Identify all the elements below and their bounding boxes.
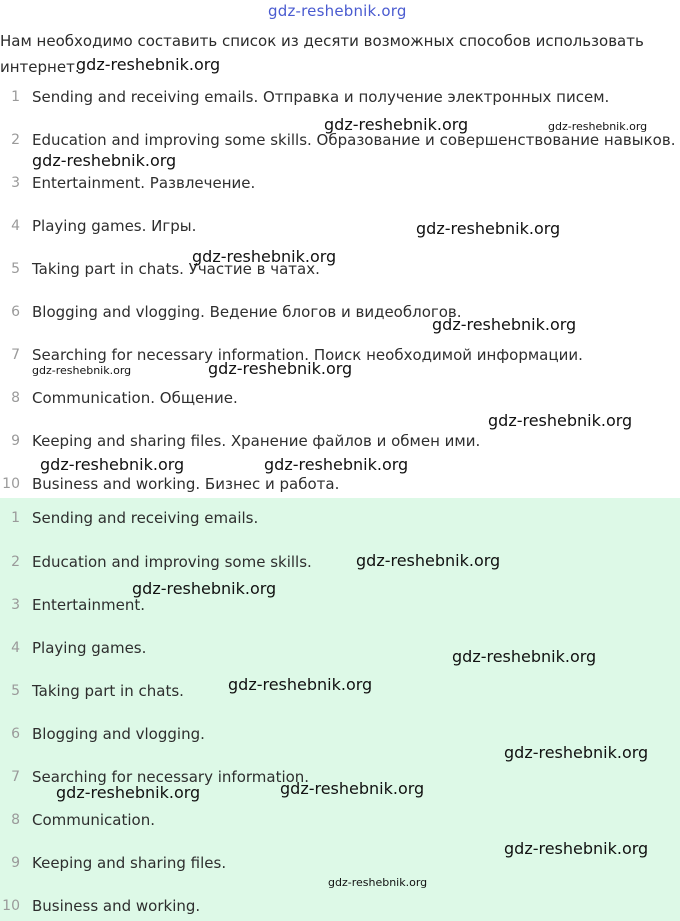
item-text: Blogging and vlogging. Ведение блогов и видеоблогов. (32, 303, 462, 321)
item-text: Searching for necessary information. Поиск необходимой информации. (32, 346, 583, 364)
watermark: gdz-reshebnik.org (264, 455, 409, 474)
watermark: gdz-reshebnik.org (488, 411, 633, 430)
watermark: gdz-reshebnik.org (32, 364, 132, 377)
item-number: 2 (11, 132, 20, 148)
list-item (0, 498, 680, 541)
watermark: gdz-reshebnik.org (132, 579, 277, 598)
item-number: 9 (11, 433, 20, 449)
watermark: gdz-reshebnik.org (432, 315, 577, 334)
watermark: gdz-reshebnik.org (504, 743, 649, 762)
item-text: Education and improving some skills. Образование и совершенствование навыков. (32, 131, 676, 149)
watermark: gdz-reshebnik.org (32, 151, 177, 170)
item-text: Sending and receiving emails. Отправка и получение электронных писем. (32, 88, 610, 106)
watermark: gdz-reshebnik.org (328, 876, 428, 889)
item-text: Keeping and sharing files. Хранение файлов и обмен ими. (32, 432, 481, 450)
item-text: Education and improving some skills. (32, 553, 312, 571)
watermark: gdz-reshebnik.org (280, 779, 425, 798)
item-number: 2 (11, 554, 20, 570)
list-item (0, 76, 680, 119)
item-text: Playing games. (32, 639, 147, 657)
list-russian-translation (0, 76, 680, 506)
item-text: Business and working. Бизнес и работа. (32, 475, 340, 493)
item-number: 6 (11, 304, 20, 320)
item-text: Keeping and sharing files. (32, 854, 227, 872)
watermark: gdz-reshebnik.org (452, 647, 597, 666)
list-item (0, 799, 680, 842)
watermark: gdz-reshebnik.org (208, 359, 353, 378)
watermark: gdz-reshebnik.org (416, 219, 561, 238)
item-text: Taking part in chats. (32, 682, 184, 700)
item-number: 8 (11, 812, 20, 828)
watermark: gdz-reshebnik.org (548, 120, 648, 133)
item-text: Entertainment. (32, 596, 146, 614)
list-item (0, 248, 680, 291)
item-text: Entertainment. Развлечение. (32, 174, 256, 192)
site-logo: gdz-reshebnik.org (268, 2, 407, 20)
item-number: 7 (11, 347, 20, 363)
item-text: Playing games. Игры. (32, 217, 197, 235)
watermark: gdz-reshebnik.org (228, 675, 373, 694)
list-item (0, 205, 680, 248)
item-text: Blogging and vlogging. (32, 725, 205, 743)
list-item (0, 584, 680, 627)
watermark: gdz-reshebnik.org (56, 783, 201, 802)
list-item (0, 291, 680, 334)
item-text: Communication. Общение. (32, 389, 238, 407)
item-number: 4 (11, 640, 20, 656)
item-number: 4 (11, 218, 20, 234)
item-text: Taking part in chats. Участие в чатах. (32, 260, 320, 278)
item-text: Sending and receiving emails. (32, 509, 259, 527)
item-number: 6 (11, 726, 20, 742)
item-text: Business and working. (32, 897, 201, 915)
item-number: 7 (11, 769, 20, 785)
watermark: gdz-reshebnik.org (356, 551, 501, 570)
item-text: Searching for necessary information. (32, 768, 310, 786)
intro-paragraph: Нам необходимо составить список из десяти возможных способов использовать интернет. (0, 32, 644, 76)
item-number: 5 (11, 261, 20, 277)
item-number: 5 (11, 683, 20, 699)
item-number: 3 (11, 597, 20, 613)
item-number: 10 (2, 476, 20, 492)
item-number: 8 (11, 390, 20, 406)
item-number: 1 (11, 510, 20, 526)
item-text: Communication. (32, 811, 155, 829)
watermark: gdz-reshebnik.org (40, 455, 185, 474)
watermark: gdz-reshebnik.org (504, 839, 649, 858)
watermark: gdz-reshebnik.org (324, 115, 469, 134)
item-number: 3 (11, 175, 20, 191)
watermark: gdz-reshebnik.org (76, 55, 221, 74)
list-item (0, 541, 680, 584)
list-item (0, 885, 680, 921)
watermark: gdz-reshebnik.org (192, 247, 337, 266)
item-number: 9 (11, 855, 20, 871)
item-number: 10 (2, 898, 20, 914)
item-number: 1 (11, 89, 20, 105)
